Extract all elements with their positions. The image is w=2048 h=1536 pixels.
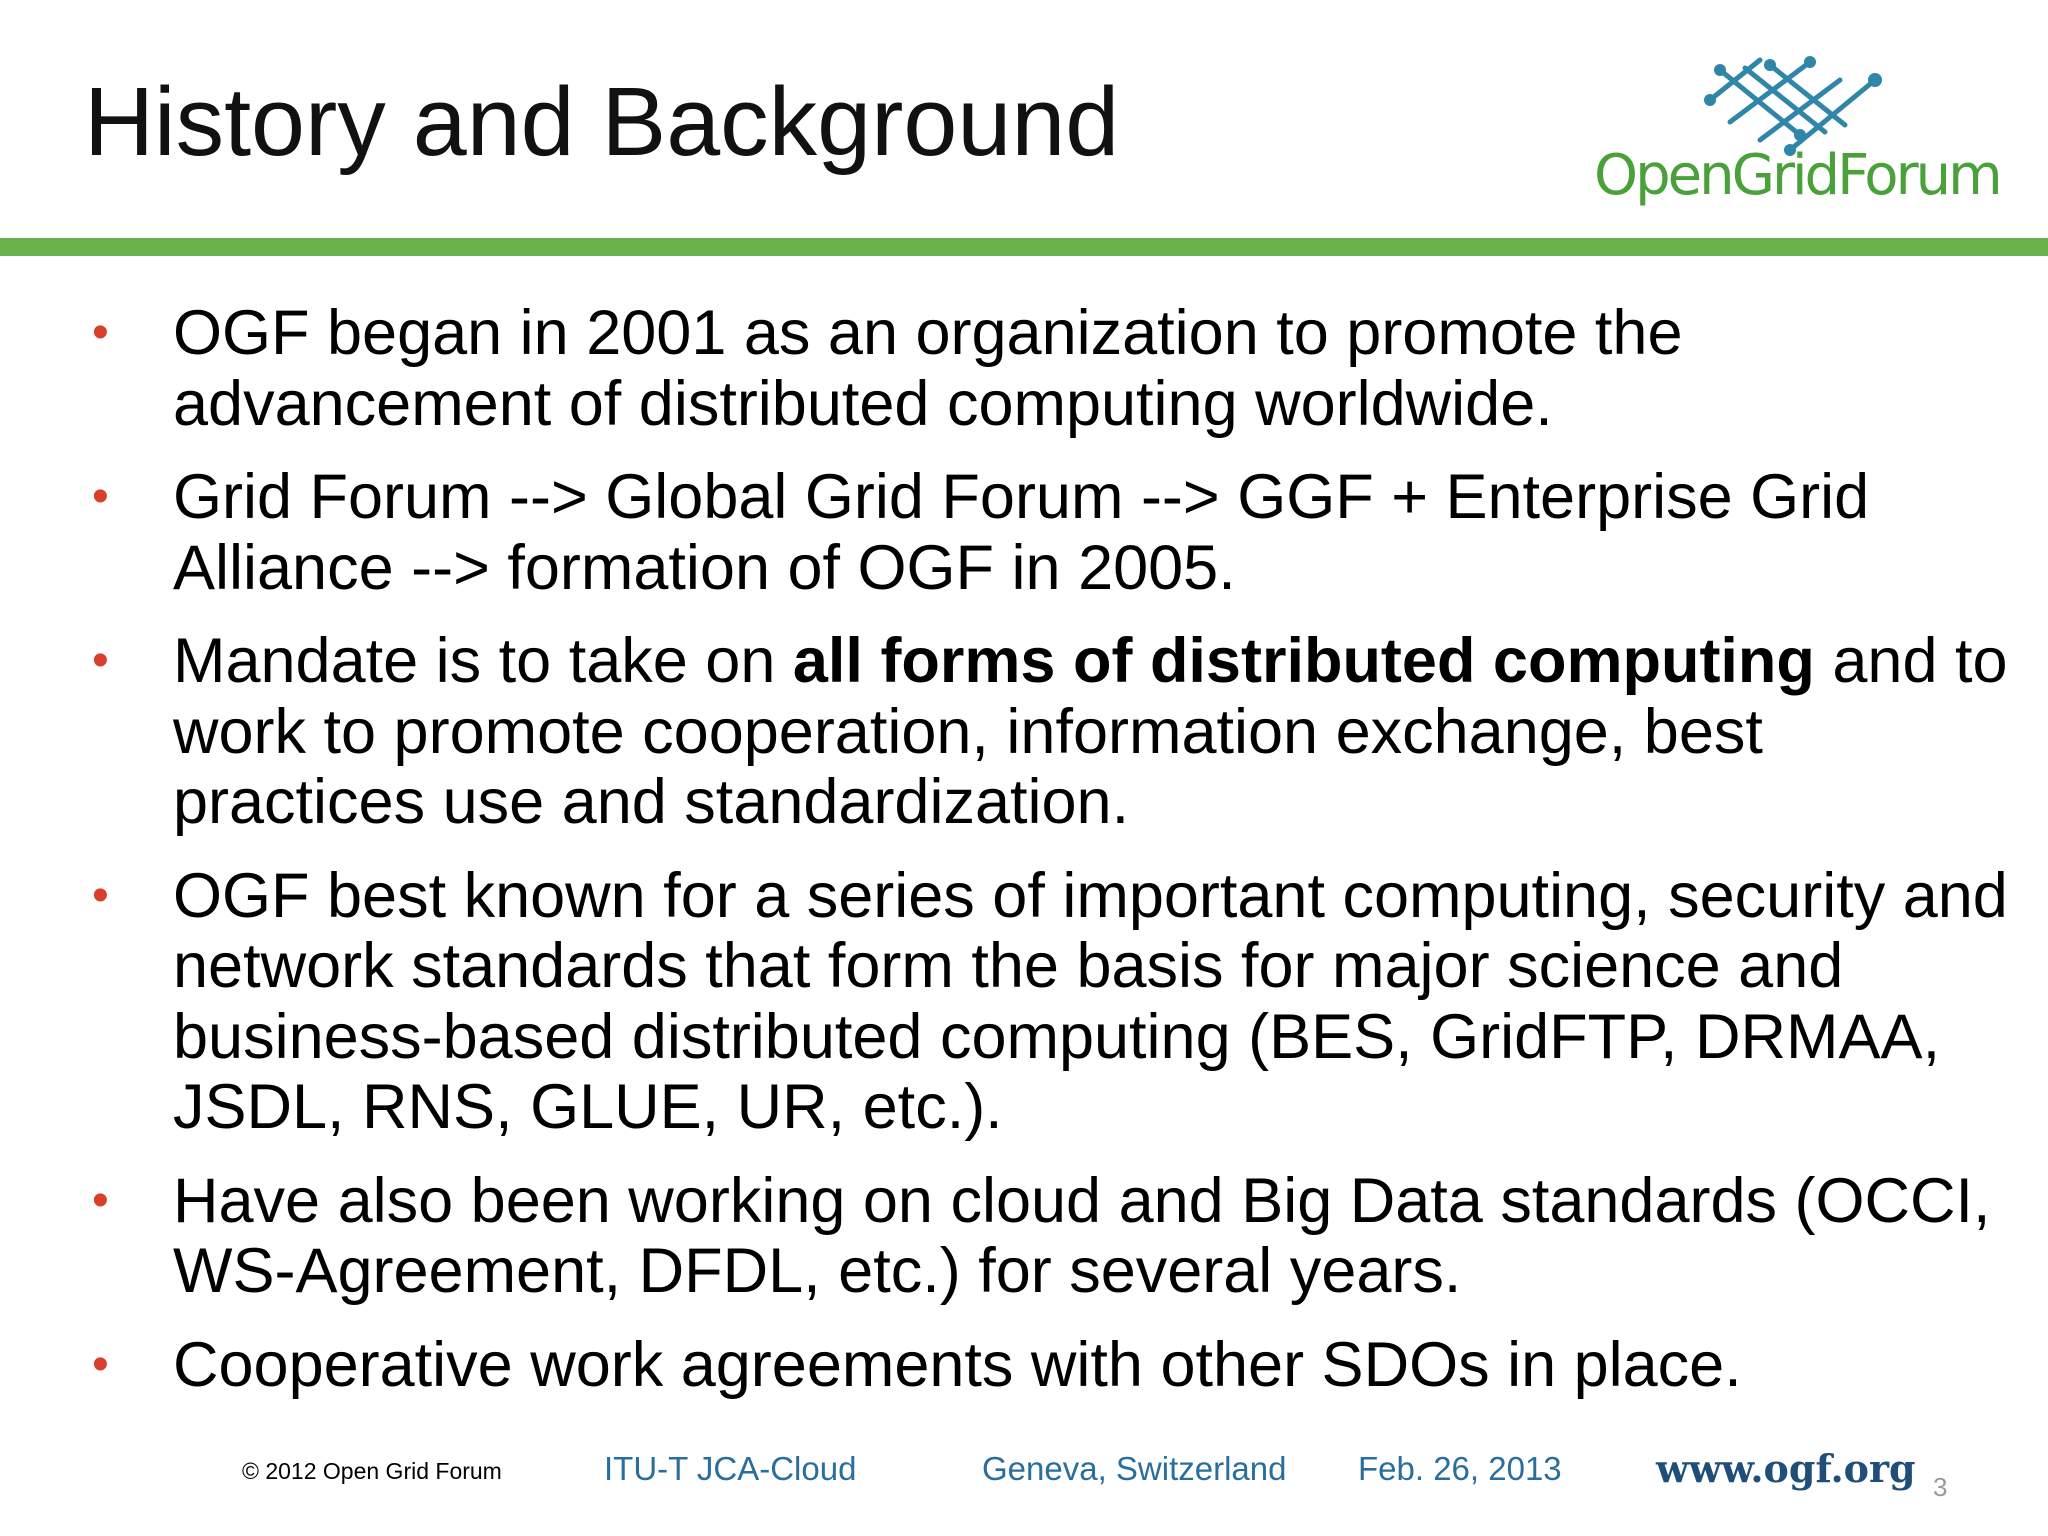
logo-wordmark: OpenGridForum <box>1594 143 2000 208</box>
bullet-text: Cooperative work agreements with other SDOs in place. <box>173 1329 1742 1400</box>
footer-location: Geneva, Switzerland <box>982 1450 1287 1487</box>
bullet-text: Grid Forum --> Global Grid Forum --> GGF + Enterprise Grid Alliance --> formation of OGF in 2005. <box>173 462 1870 603</box>
title-divider <box>0 238 2048 256</box>
footer-date: Feb. 26, 2013 <box>1358 1450 1562 1487</box>
bullet-item <box>0 626 2048 838</box>
bullet-marker: • <box>92 1173 109 1227</box>
footer-copyright: © 2012 Open Grid Forum <box>242 1458 502 1484</box>
bullet-item <box>0 1330 2048 1401</box>
bullet-marker: • <box>92 306 109 359</box>
bullet-marker: • <box>92 634 109 687</box>
page-number: 3 <box>1933 1472 1948 1502</box>
bullet-text-emphasis: all forms of distributed computing <box>792 626 1815 696</box>
footer-event: ITU-T JCA-Cloud <box>604 1450 857 1487</box>
ogf-logo <box>1590 50 2000 220</box>
bullet-marker: • <box>92 470 109 523</box>
bullet-item <box>0 462 2048 603</box>
bullet-item <box>0 298 2048 439</box>
bullet-text: OGF began in 2001 as an organization to promote the advancement of distributed computing worldwide. <box>173 298 1683 439</box>
slide-title: History and Background <box>84 67 1120 176</box>
bullet-item <box>0 1166 2048 1307</box>
bullet-item <box>0 861 2048 1143</box>
bullet-marker: • <box>92 1337 109 1391</box>
bullet-text-end: and to work to promote cooperation, information exchange, best practices use and standardization. <box>173 626 2008 837</box>
bullet-marker: • <box>92 868 109 922</box>
bullet-list <box>0 298 2048 1423</box>
bullet-text-start: Mandate is to take on <box>173 626 793 696</box>
bullet-text: Have also been working on cloud and Big Data standards (OCCI, WS-Agreement, DFDL, etc.) for several years. <box>173 1165 1991 1306</box>
footer-url: www.ogf.org <box>1656 1446 1916 1491</box>
bullet-text: OGF best known for a series of important computing, security and network standards that form the basis for major science and business-based distributed computing (BES, GridFTP, DRMAA, JSDL, RNS, GLUE, UR, etc.). <box>173 860 2008 1142</box>
